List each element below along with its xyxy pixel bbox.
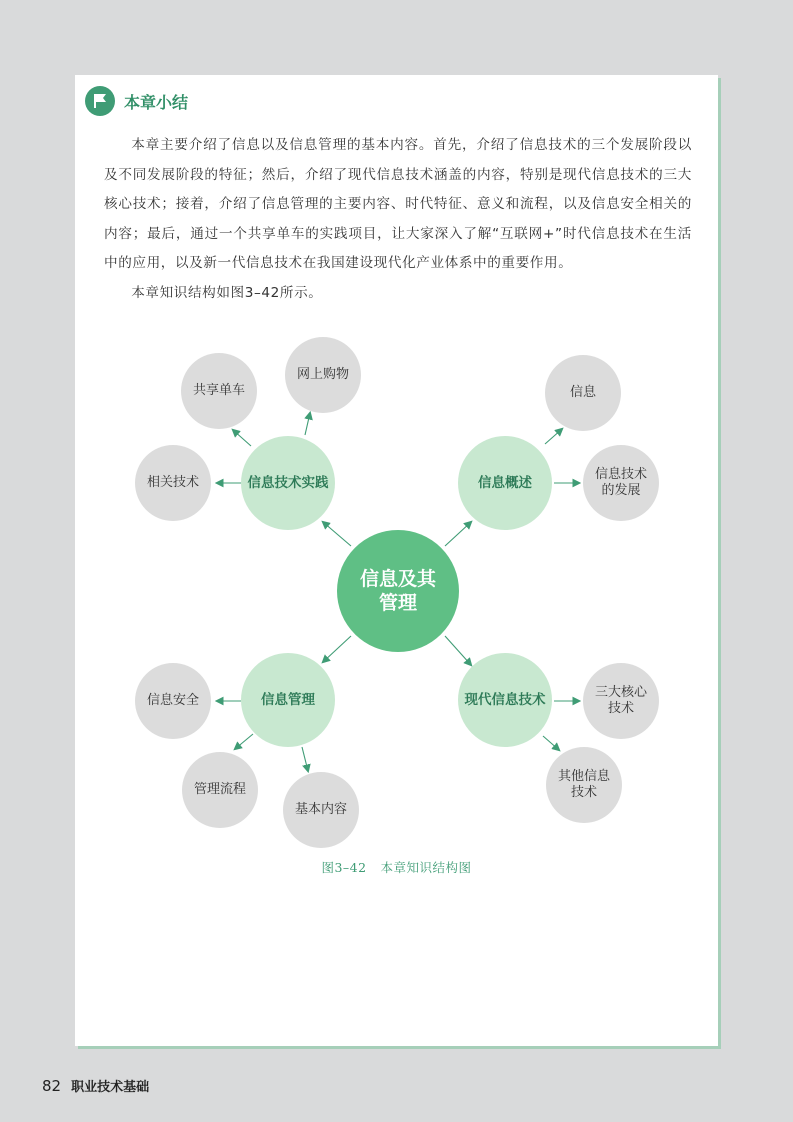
leaf-node: 三大核心技术 xyxy=(583,663,659,739)
arrow-overview-leaf1 xyxy=(545,429,562,444)
figure-caption xyxy=(75,858,718,876)
page xyxy=(75,75,718,1046)
leaf-node: 信息安全 xyxy=(135,663,211,739)
leaf-node: 共享单车 xyxy=(181,353,257,429)
sub-node-overview: 信息概述 xyxy=(458,436,552,530)
leaf-node: 信息技术的发展 xyxy=(583,445,659,521)
figure-number: 图3–42 xyxy=(321,860,367,875)
page-number: 82 xyxy=(42,1077,62,1095)
core-node: 信息及其管理 xyxy=(337,530,459,652)
arrow-modern-leaf2 xyxy=(543,736,559,750)
sub-node-modern: 现代信息技术 xyxy=(458,653,552,747)
leaf-node: 管理流程 xyxy=(182,752,258,828)
arrow-practice-leaf2 xyxy=(305,413,310,435)
arrow-core-overview xyxy=(445,522,471,546)
arrow-management-leaf2 xyxy=(235,734,253,749)
arrow-core-modern xyxy=(445,636,471,665)
arrow-practice-leaf1 xyxy=(233,430,251,446)
sub-node-management: 信息管理 xyxy=(241,653,335,747)
leaf-node: 基本内容 xyxy=(283,772,359,848)
leaf-node: 信息 xyxy=(545,355,621,431)
intro-paragraph-figure-ref: 本章知识结构如图3–42所示。 xyxy=(131,284,323,301)
figure-title: 本章知识结构图 xyxy=(380,860,472,875)
intro-paragraph: 本章主要介绍了信息以及信息管理的基本内容。首先，介绍了信息技术的三个发展阶段以及不同发展阶段的特征；然后，介绍了现代信息技术涵盖的内容，特别是现代信息技术的三大核心技术；接着，介绍了信息管理的主要内容、时代特征、意义和流程，以及信息安全相关的内容；最后，通过一个共享单车的实践项目，让大家深入了解“互联网+”时代信息技术在生活中的应用，以及新一代信息技术在我国建设现代化产业体系中的重要作用。 xyxy=(104,137,692,271)
section-title: 本章小结 xyxy=(124,92,189,112)
arrow-management-leaf3 xyxy=(302,747,308,771)
arrow-core-practice xyxy=(323,522,351,546)
sub-node-practice: 信息技术实践 xyxy=(241,436,335,530)
page-footer xyxy=(42,1076,149,1095)
book-title: 职业技术基础 xyxy=(71,1080,150,1095)
knowledge-structure-diagram xyxy=(75,75,718,1046)
leaf-node: 其他信息技术 xyxy=(546,747,622,823)
arrow-core-management xyxy=(323,636,351,662)
leaf-node: 相关技术 xyxy=(135,445,211,521)
leaf-node: 网上购物 xyxy=(285,337,361,413)
